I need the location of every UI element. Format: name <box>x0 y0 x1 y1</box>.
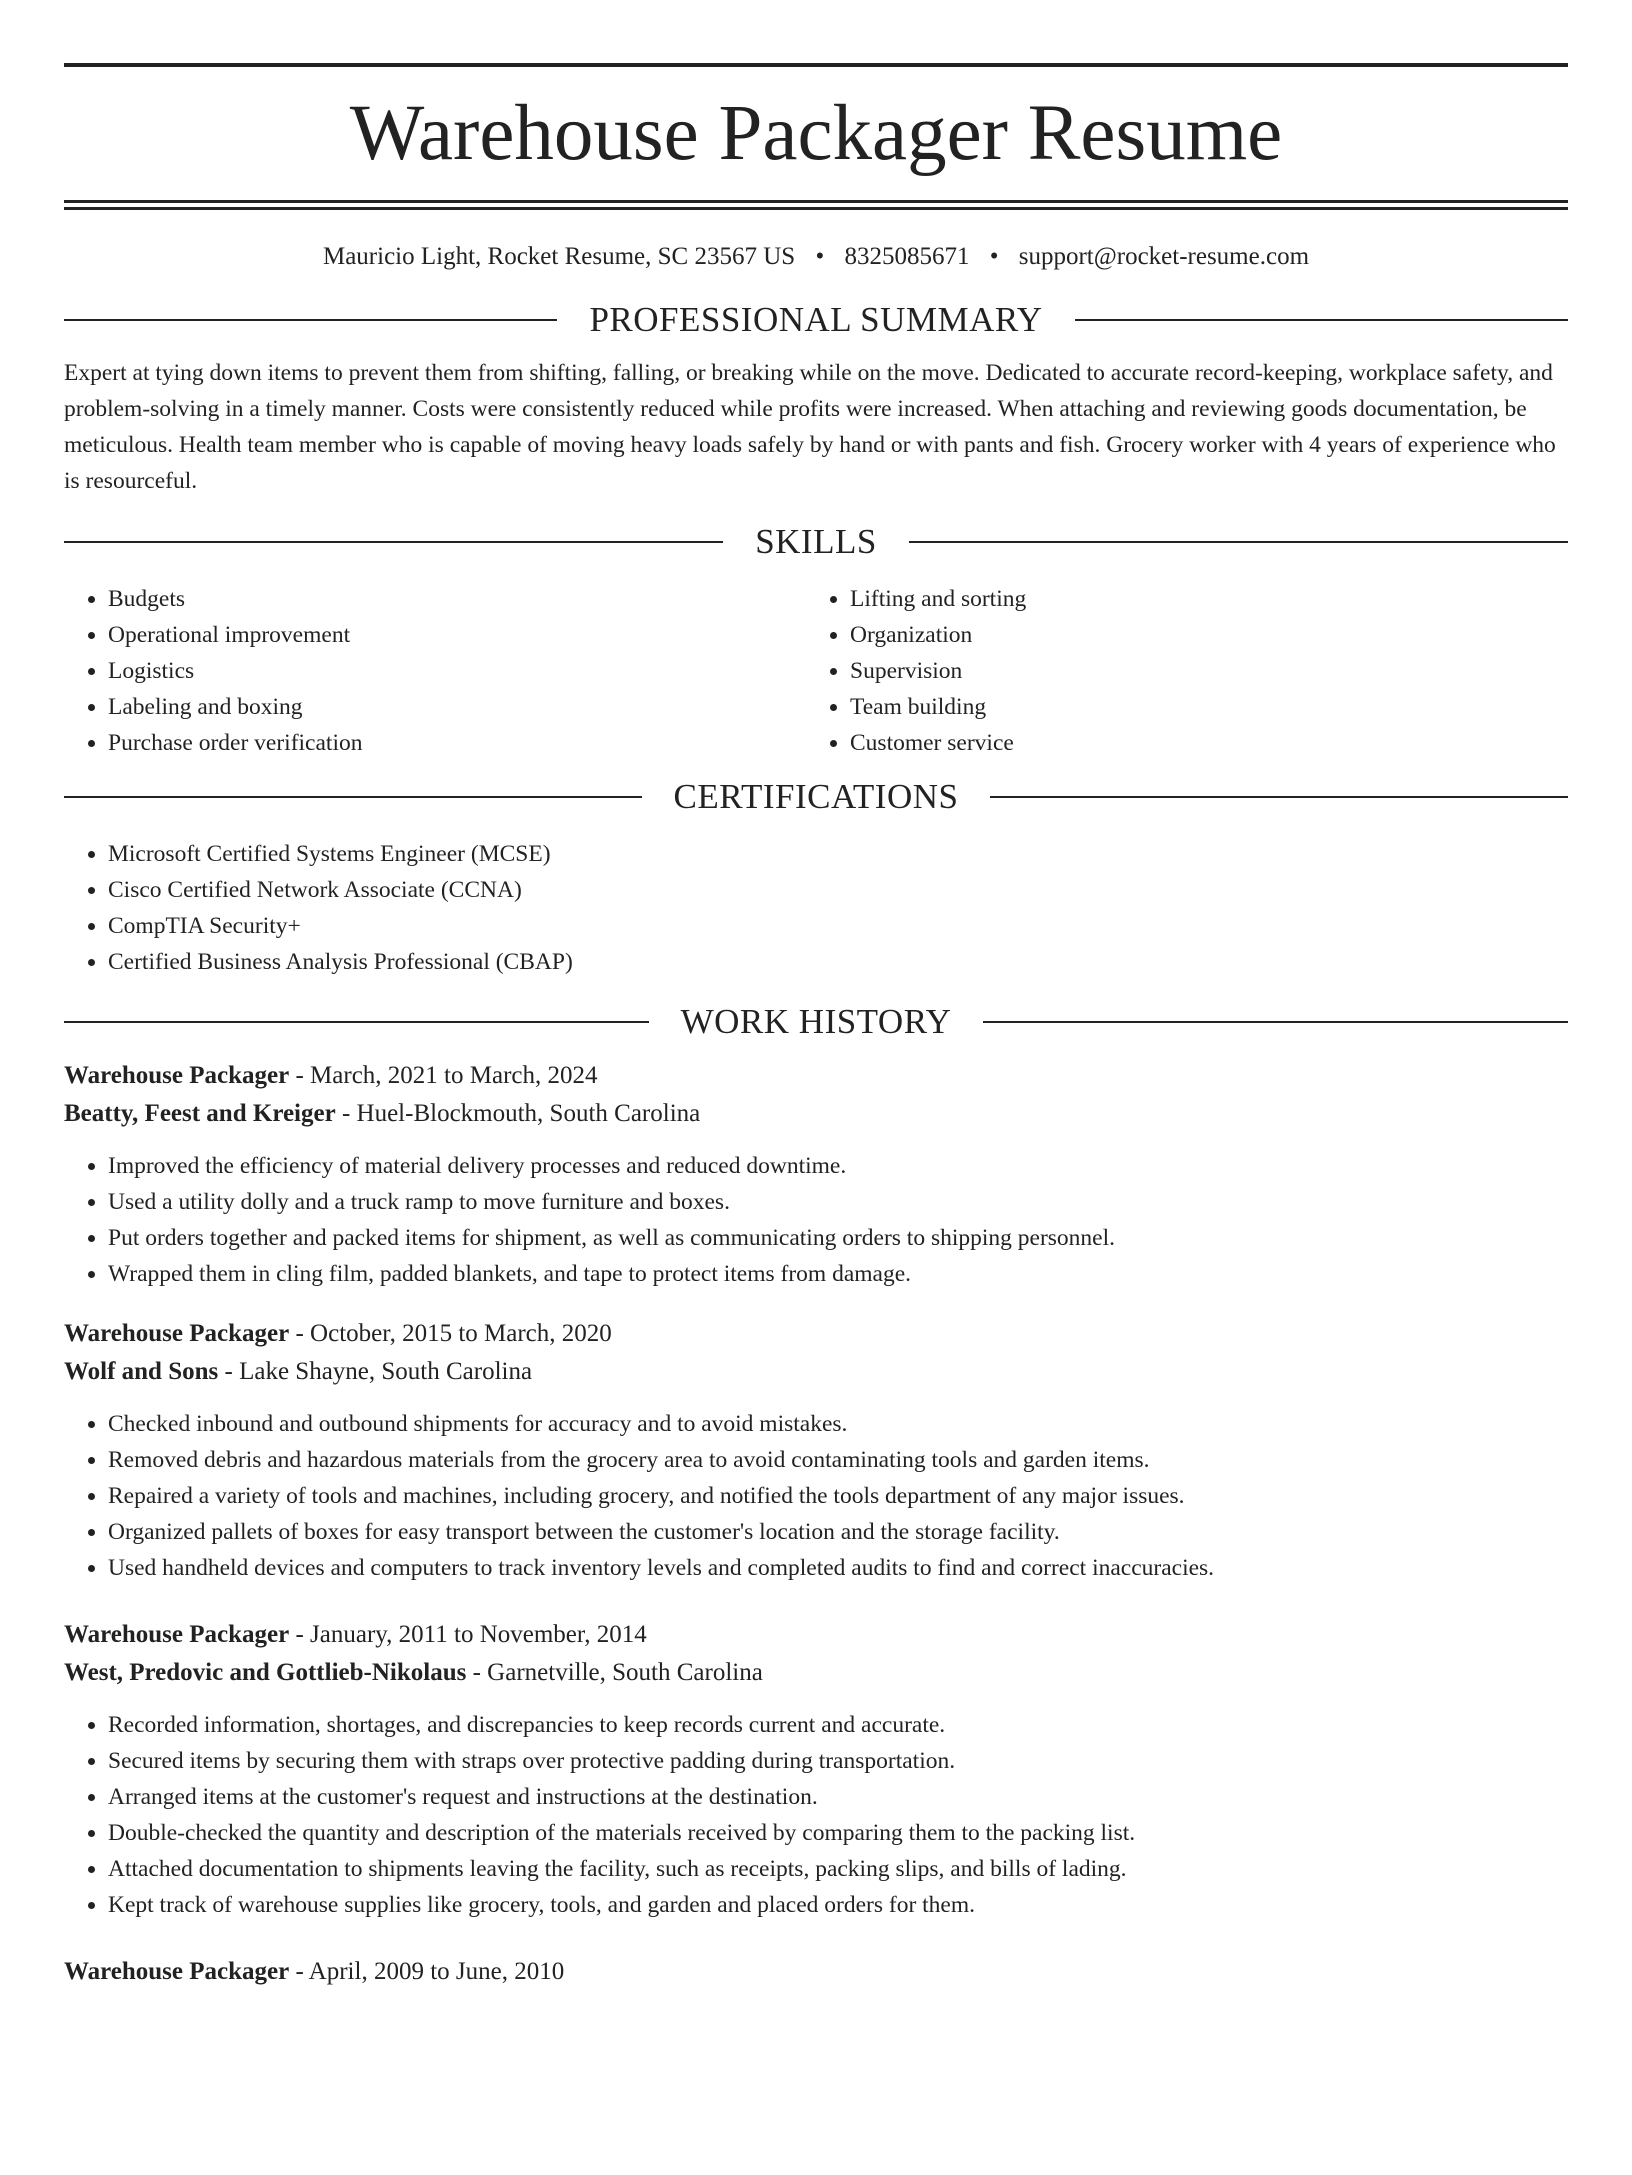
job-bullet: • Repaired a variety of tools and machines, including grocery, and notified the tools department of any major issues. <box>108 1478 1568 1514</box>
job-bullet: • Checked inbound and outbound shipments for accuracy and to avoid mistakes. <box>108 1406 1568 1442</box>
job-bullet: • Double-checked the quantity and description of the materials received by comparing them to the packing list. <box>108 1815 1568 1851</box>
certifications-list <box>64 836 1568 980</box>
skills-columns <box>64 581 1568 761</box>
job-company: Beatty, Feest and Kreiger <box>64 1100 336 1127</box>
job-title-line: Warehouse Packager - March, 2021 to March, 2024 <box>64 1062 598 1089</box>
section-rule-right <box>983 1021 1568 1023</box>
skill-item: • Budgets <box>108 581 806 617</box>
job-title: Warehouse Packager <box>64 1062 290 1089</box>
job-bullets <box>64 1406 1568 1586</box>
section-rule-right <box>1075 319 1568 321</box>
job-company-line: Beatty, Feest and Kreiger - Huel-Blockmouth, South Carolina <box>64 1100 701 1127</box>
job-bullet: • Wrapped them in cling film, padded blankets, and tape to protect items from damage. <box>108 1256 1568 1292</box>
job-company: West, Predovic and Gottlieb-Nikolaus <box>64 1659 467 1686</box>
contact-address: Mauricio Light, Rocket Resume, SC 23567 US <box>322 243 796 270</box>
skill-item: • Organization <box>850 617 1548 653</box>
skills-list-left <box>64 581 806 761</box>
job-company: Wolf and Sons <box>64 1358 219 1385</box>
certifications-heading: CERTIFICATIONS <box>673 777 959 816</box>
job-bullet: • Used handheld devices and computers to track inventory levels and completed audits to find and correct inaccuracies. <box>108 1550 1568 1586</box>
skill-item: • Logistics <box>108 653 806 689</box>
contact-separator: • <box>989 243 999 270</box>
job-bullet: • Organized pallets of boxes for easy transport between the customer's location and the storage facility. <box>108 1514 1568 1550</box>
job-location: Huel-Blockmouth, South Carolina <box>356 1100 701 1127</box>
job-entry <box>64 1616 1568 1923</box>
skill-item: • Purchase order verification <box>108 725 806 761</box>
job-bullet: • Put orders together and packed items for shipment, as well as communicating orders to shipping personnel. <box>108 1220 1568 1256</box>
job-dates: October, 2015 to March, 2020 <box>310 1320 612 1347</box>
skill-item: • Team building <box>850 689 1548 725</box>
job-entry <box>64 1315 1568 1586</box>
job-company-line: Wolf and Sons - Lake Shayne, South Carolina <box>64 1358 533 1385</box>
job-entry <box>64 1057 1568 1292</box>
section-rule-left <box>64 541 723 543</box>
job-bullets <box>64 1148 1568 1292</box>
job-bullet: • Used a utility dolly and a truck ramp to move furniture and boxes. <box>108 1184 1568 1220</box>
job-title-line: Warehouse Packager - April, 2009 to June, 2010 <box>64 1958 565 1985</box>
job-dates: April, 2009 to June, 2010 <box>308 1958 565 1985</box>
job-location: Lake Shayne, South Carolina <box>239 1358 533 1385</box>
job-title: Warehouse Packager <box>64 1320 290 1347</box>
job-bullet: • Arranged items at the customer's request and instructions at the destination. <box>108 1779 1568 1815</box>
job-bullet: • Secured items by securing them with straps over protective padding during transportation. <box>108 1743 1568 1779</box>
summary-heading: PROFESSIONAL SUMMARY <box>589 300 1043 339</box>
skill-item: • Lifting and sorting <box>850 581 1548 617</box>
contact-phone: 8325085671 <box>844 243 970 270</box>
job-company-line: West, Predovic and Gottlieb-Nikolaus - Garnetville, South Carolina <box>64 1659 763 1686</box>
section-rule-left <box>64 319 557 321</box>
section-rule-right <box>990 796 1568 798</box>
contact-line <box>64 242 1568 272</box>
certification-item: • Microsoft Certified Systems Engineer (MCSE) <box>108 836 1568 872</box>
work-history-section-header <box>64 1002 1568 1042</box>
title-double-rule <box>64 200 1568 210</box>
job-dates: March, 2021 to March, 2024 <box>310 1062 598 1089</box>
job-title: Warehouse Packager <box>64 1958 290 1985</box>
section-rule-left <box>64 1021 649 1023</box>
job-bullet: • Recorded information, shortages, and discrepancies to keep records current and accurate. <box>108 1707 1568 1743</box>
certification-item: • CompTIA Security+ <box>108 908 1568 944</box>
skill-item: • Supervision <box>850 653 1548 689</box>
certification-item: • Certified Business Analysis Professional (CBAP) <box>108 944 1568 980</box>
job-dates: January, 2011 to November, 2014 <box>310 1621 647 1648</box>
job-bullets <box>64 1707 1568 1923</box>
certification-item: • Cisco Certified Network Associate (CCNA) <box>108 872 1568 908</box>
summary-text: Expert at tying down items to prevent them from shifting, falling, or breaking while on the move. Dedicated to accurate record-keeping, workplace safety, and problem-solving in a timely manner. Costs were consistently reduced while profits were increased. When attaching and reviewing goods documentation, be meticulous. Health team member who is capable of moving heavy loads safely by hand or with pants and fish. Grocery worker with 4 years of experience who is resourceful. <box>64 360 1556 494</box>
job-bullet: • Removed debris and hazardous materials from the grocery area to avoid contaminating tools and garden items. <box>108 1442 1568 1478</box>
skills-heading: SKILLS <box>755 522 877 561</box>
skill-item: • Customer service <box>850 725 1548 761</box>
contact-email: support@rocket-resume.com <box>1018 243 1310 270</box>
work-history-heading: WORK HISTORY <box>680 1002 952 1041</box>
job-title: Warehouse Packager <box>64 1621 290 1648</box>
job-location: Garnetville, South Carolina <box>487 1659 763 1686</box>
job-entry <box>64 1953 1568 1991</box>
resume-title: Warehouse Packager Resume <box>349 90 1283 177</box>
skill-item: • Operational improvement <box>108 617 806 653</box>
job-bullet: • Kept track of warehouse supplies like grocery, tools, and garden and placed orders for them. <box>108 1887 1568 1923</box>
skill-item: • Labeling and boxing <box>108 689 806 725</box>
job-bullet: • Improved the efficiency of material delivery processes and reduced downtime. <box>108 1148 1568 1184</box>
job-title-line: Warehouse Packager - January, 2011 to November, 2014 <box>64 1621 647 1648</box>
contact-separator: • <box>815 243 825 270</box>
skills-section-header <box>64 522 1568 562</box>
summary-section-header <box>64 300 1568 340</box>
job-title-line: Warehouse Packager - October, 2015 to March, 2020 <box>64 1320 612 1347</box>
skills-list-right <box>806 581 1548 761</box>
section-rule-right <box>909 541 1568 543</box>
section-rule-left <box>64 796 642 798</box>
job-bullet: • Attached documentation to shipments leaving the facility, such as receipts, packing slips, and bills of lading. <box>108 1851 1568 1887</box>
resume-page <box>0 63 1632 2175</box>
certifications-section-header <box>64 777 1568 817</box>
